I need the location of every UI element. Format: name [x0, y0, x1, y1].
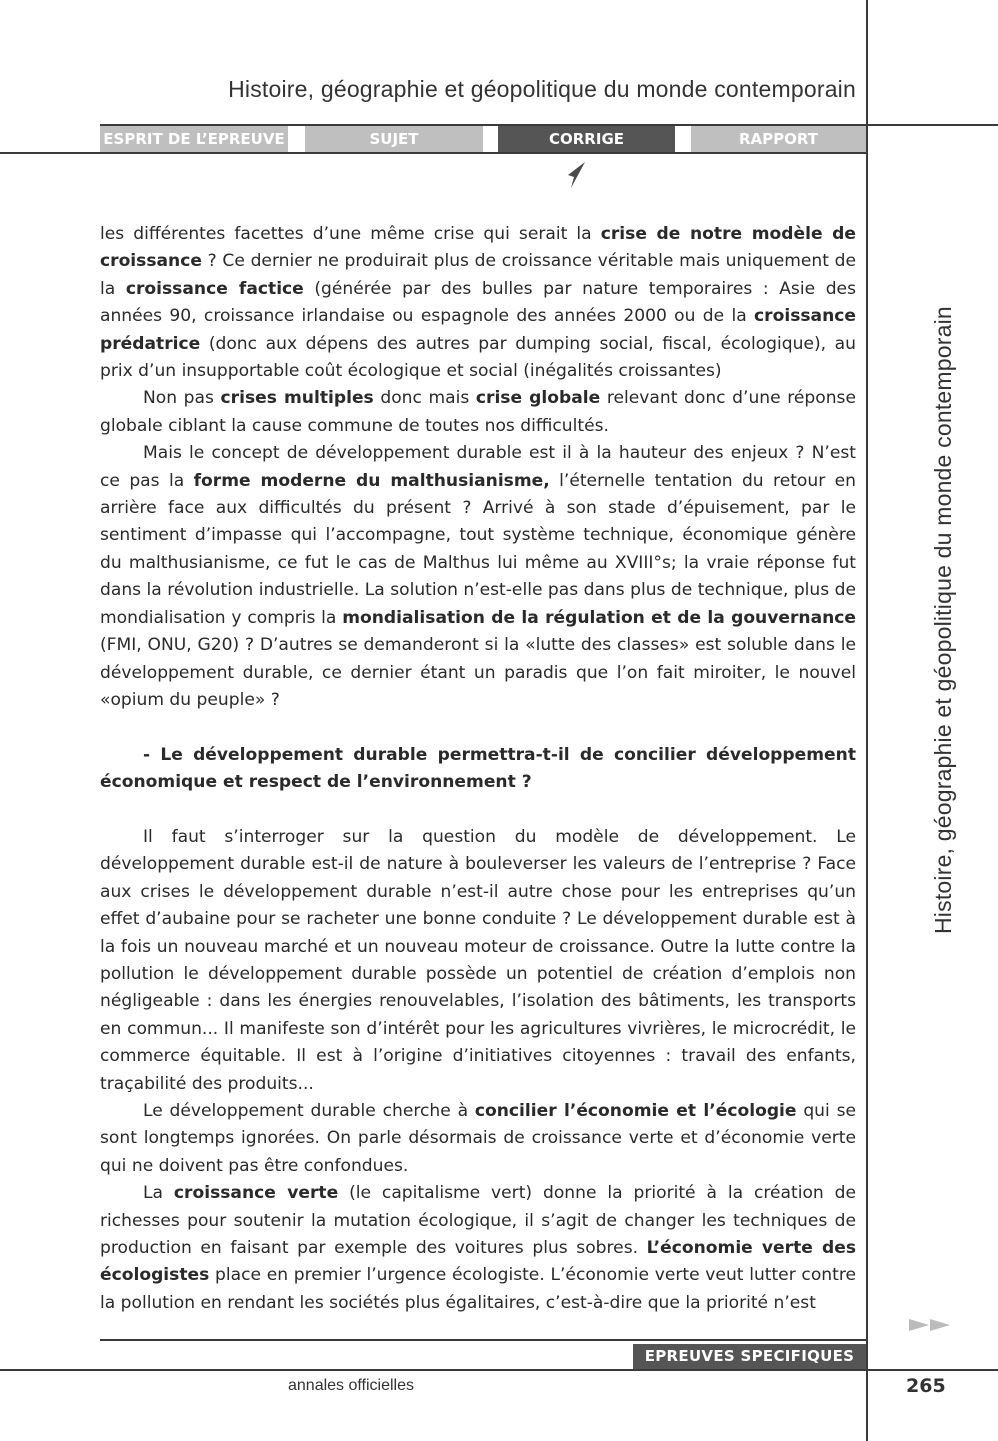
text-run: Il faut s’interroger sur la question du modèle de développement. Le développement durable est-il de nature à bouleverser les valeurs de l’entreprise ? Face aux crises le développement durable n’est-il autre chose pour les entreprises qu’un effet d’aubaine pour se racheter une bonne conduite ? Le développement durable est à la fois un nouveau marché et un nouveau moteur de croissance. Outre la lutte contre la pollution le développement durable possède un potentiel de création d’emplois non négligeable : dans les énergies renouvelables, l’isolation des bâtiments, les transports en commun... Il manifeste son d’intérêt pour les agricultures vivrières, le microcrédit, le commerce équitable. Il est à l’origine d’initiatives citoyennes : travail des enfants, traçabilité des produits...	[100, 826, 856, 1094]
bold-text: concilier l’économie et l’écologie	[474, 1100, 797, 1121]
text-run: l’éternelle tentation du retour en arrière face aux difficultés du présent ? Arrivé à son stade d’épuisement, par le sentiment d’impasse qui l’accompagne, tout système technique, économique génère du malthusianisme, ce fut le cas de Malthus lui même au XVIII°s; la vraie réponse fut dans la révolution industrielle. La solution n’est-elle pas dans plus de technique, plus de mondialisation y compris la	[100, 470, 856, 628]
paragraph	[100, 385, 856, 440]
page-number: 265	[906, 1375, 946, 1397]
text-run: les différentes facettes d’une même crise qui serait la	[100, 224, 601, 244]
tab-rapport[interactable]: RAPPORT	[691, 126, 866, 152]
bold-text: crise de notre modèle de croissance	[100, 224, 856, 272]
pointer-arrow-icon	[563, 160, 587, 190]
paragraph	[100, 824, 856, 1098]
bold-text: crises multiples	[220, 388, 374, 409]
footer-rule-bottom	[0, 1369, 998, 1371]
main-text	[100, 221, 856, 1317]
text-run: La	[143, 1183, 174, 1204]
tab-sujet[interactable]: SUJET	[305, 126, 483, 152]
vertical-side-title: Histoire, géographie et géopolitique du monde contemporain	[930, 306, 956, 934]
text-run: relevant donc d’une réponse globale ciblant la cause commune de toutes nos difficultés.	[100, 388, 856, 436]
section-label: EPREUVES SPECIFIQUES	[633, 1344, 866, 1369]
text-run: qui se sont longtemps ignorées. On parle désormais de croissance verte et d’économie verte qui ne doivent pas être confondues.	[100, 1100, 856, 1176]
text-run: Mais le concept de développement durable est il à la hauteur des enjeux ? N’est ce pas la	[100, 443, 856, 491]
text-run: (le capitalisme vert) donne la priorité à la création de richesses pour soutenir la mutation écologique, il s’agit de changer les techniques de production en faisant par exemple des voitures plus sobres.	[100, 1183, 857, 1258]
footer-rule-top	[100, 1339, 866, 1341]
text-run: donc mais	[373, 388, 476, 409]
next-page-arrows-icon[interactable]	[909, 1318, 951, 1332]
text-run: Non pas	[143, 388, 221, 409]
bold-text: croissance factice	[125, 278, 304, 299]
paragraph	[100, 1180, 856, 1317]
tab-esprit-de-lepreuve[interactable]: ESPRIT DE L’EPREUVE	[100, 126, 288, 152]
paragraph	[100, 440, 856, 714]
bold-text: croissance prédatrice	[100, 306, 856, 354]
header-rule-bottom	[0, 152, 868, 154]
text-run: (FMI, ONU, G20) ? D’autres se demanderont si la «lutte des classes» est soluble dans le développement durable, ce dernier étant un paradis que l’on fait miroiter, le nouvel «opium du peuple» ?	[100, 635, 856, 710]
text-run: (générée par des bulles par nature temporaires : Asie des années 90, croissance irlandaise ou espagnole des années 2000 ou de la	[100, 278, 856, 327]
bold-text: mondialisation de la régulation et de la gouvernance	[342, 607, 856, 628]
tab-corrige[interactable]: CORRIGE	[498, 126, 675, 152]
section-heading: - Le développement durable permettra-t-il de concilier développement économique et respect de l’environnement ?	[100, 744, 856, 793]
text-run: place en premier l’urgence écologiste. L’économie verte veut lutter contre la pollution en rendant les sociétés plus égalitaires, c’est-à-dire que la priorité n’est	[100, 1265, 856, 1313]
bold-text: crise globale	[475, 388, 601, 409]
text-run: ? Ce dernier ne produirait plus de croissance véritable mais uniquement de la	[100, 251, 856, 299]
bold-text: forme moderne du malthusianisme,	[193, 470, 550, 491]
header-title: Histoire, géographie et géopolitique du monde contemporain	[228, 76, 856, 102]
text-run: (donc aux dépens des autres par dumping social, fiscal, écologique), au prix d’un insupportable coût écologique et social (inégalités croissantes)	[100, 333, 856, 382]
vertical-divider-line	[866, 0, 868, 1441]
text-run: Le développement durable cherche à	[143, 1100, 475, 1121]
bold-text: croissance verte	[173, 1183, 339, 1204]
paragraph	[100, 221, 856, 385]
publication-name: annales officielles	[288, 1377, 415, 1394]
bold-text: L’économie verte des écologistes	[100, 1238, 856, 1286]
paragraph	[100, 1098, 856, 1180]
